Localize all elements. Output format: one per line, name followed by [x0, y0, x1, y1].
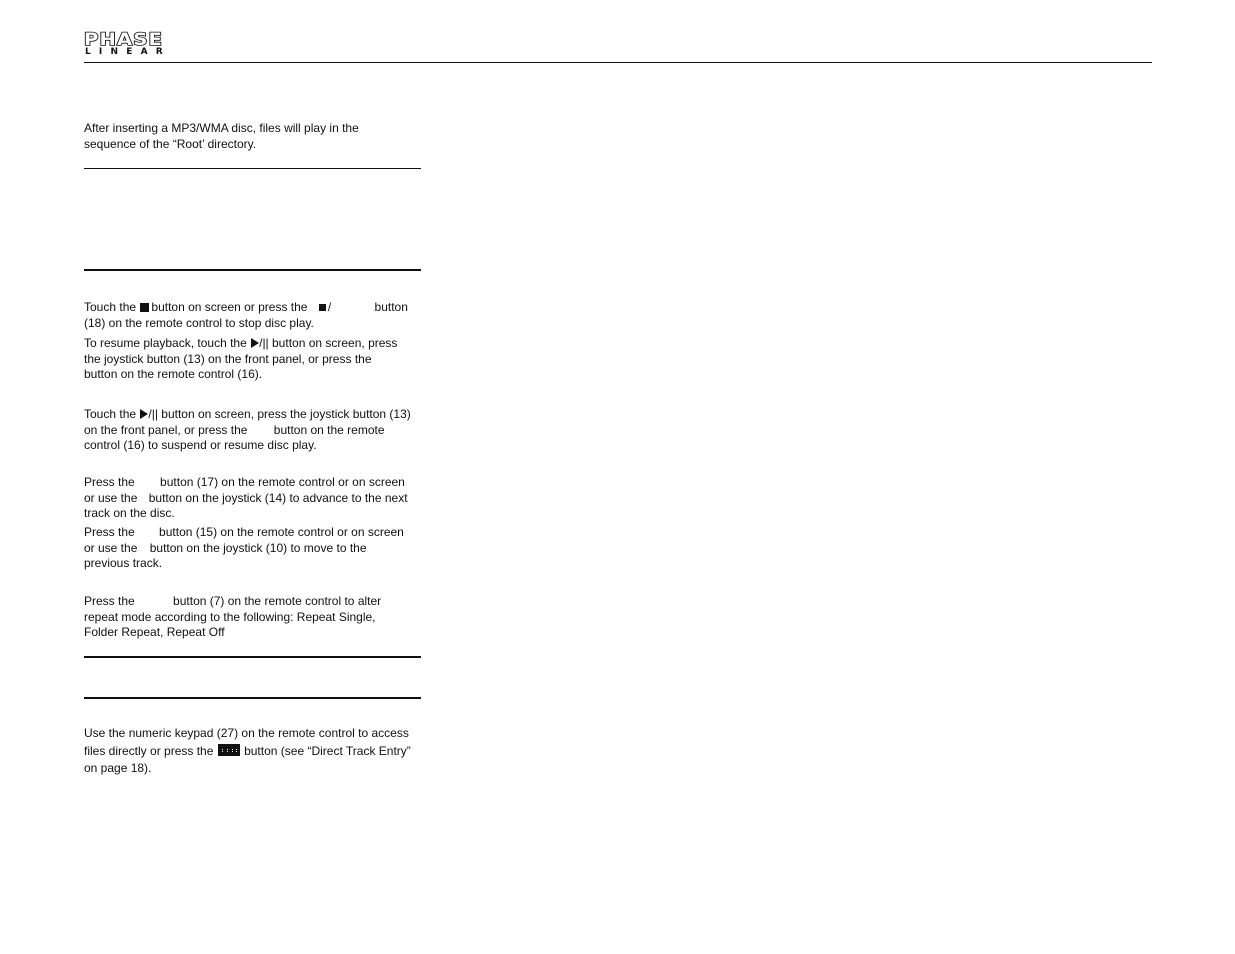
resume-text-b: /|| button on screen, press: [259, 336, 398, 350]
pause-line-1: [84, 407, 429, 423]
pause-text-d: button on the remote: [273, 422, 385, 437]
prev-line-2: [84, 541, 429, 557]
logo-wordmark-top: PHASE: [84, 30, 164, 50]
intro-line-1: After inserting a MP3/WMA disc, files will play in the: [84, 121, 359, 135]
prev-line-1: [84, 525, 429, 541]
header-divider: [84, 62, 1152, 63]
repeat-line-3: Folder Repeat, Repeat Off: [84, 625, 225, 640]
pause-paragraph: [84, 407, 429, 454]
next-line-3: track on the disc.: [84, 506, 175, 521]
repeat-text-b: button (7) on the remote control to alter: [173, 594, 382, 608]
pause-text-b: /|| button on screen, press the joystick button (13): [148, 407, 411, 421]
pause-line-3: control (16) to suspend or resume disc play.: [84, 438, 317, 453]
resume-text-a: To resume playback, touch the: [84, 336, 247, 350]
stop-small-icon: [319, 304, 326, 311]
stop-text-d: button: [374, 300, 408, 314]
section-divider-1: [84, 168, 421, 169]
next-track-paragraph: [84, 475, 429, 522]
pause-line-2: [84, 423, 429, 439]
next-text-b: button (17) on the remote control or on screen: [160, 475, 405, 489]
stop-text-b: button on screen or press the: [151, 300, 308, 314]
brand-logo: [84, 32, 180, 58]
next-text-d: button on the joystick (14) to advance to the next: [148, 490, 408, 505]
pause-text-a: Touch the: [84, 407, 137, 421]
previous-track-paragraph: [84, 525, 429, 572]
prev-text-b: button (15) on the remote control or on screen: [159, 525, 404, 539]
intro-paragraph: [84, 121, 429, 152]
repeat-line-1: [84, 594, 429, 610]
section-divider-2: [84, 269, 421, 271]
prev-text-a: Press the: [84, 525, 135, 539]
resume-paragraph: [84, 336, 429, 383]
next-text-c: or use the: [84, 490, 138, 505]
stop-line-1: [84, 300, 429, 316]
repeat-paragraph: [84, 594, 429, 641]
play-pause-icon: [251, 338, 259, 348]
stop-icon: [140, 303, 149, 312]
direct-line-2: [84, 742, 429, 761]
intro-line-2: sequence of the “Root’ directory.: [84, 136, 257, 151]
resume-line-3: button on the remote control (16).: [84, 367, 263, 382]
keypad-icon: [218, 744, 240, 756]
direct-access-paragraph: [84, 725, 429, 776]
next-line-1: [84, 475, 429, 491]
next-line-2: [84, 491, 429, 507]
next-text-a: Press the: [84, 475, 135, 489]
repeat-line-2: repeat mode according to the following: Repeat Single,: [84, 609, 376, 624]
stop-line-2: (18) on the remote control to stop disc play.: [84, 315, 314, 330]
repeat-text-a: Press the: [84, 594, 135, 608]
pause-text-c: on the front panel, or press the: [84, 422, 248, 437]
logo-wordmark-bottom: LINEAR: [85, 47, 171, 57]
direct-line-3: on page 18).: [84, 761, 152, 775]
section-divider-3: [84, 656, 421, 658]
prev-text-c: or use the: [84, 540, 138, 555]
stop-paragraph: [84, 300, 429, 331]
resume-line-1: [84, 336, 429, 352]
direct-line-1: Use the numeric keypad (27) on the remote control to access: [84, 726, 409, 740]
prev-line-3: previous track.: [84, 556, 163, 571]
prev-text-d: button on the joystick (10) to move to the: [149, 540, 367, 555]
stop-text-a: Touch the: [84, 300, 137, 314]
section-divider-4: [84, 697, 421, 699]
direct-text-a: files directly or press the: [84, 744, 214, 758]
stop-slash: /: [327, 300, 332, 314]
direct-text-b: button (see “Direct Track Entry”: [244, 744, 411, 758]
resume-line-2: the joystick button (13) on the front panel, or press the: [84, 351, 372, 366]
